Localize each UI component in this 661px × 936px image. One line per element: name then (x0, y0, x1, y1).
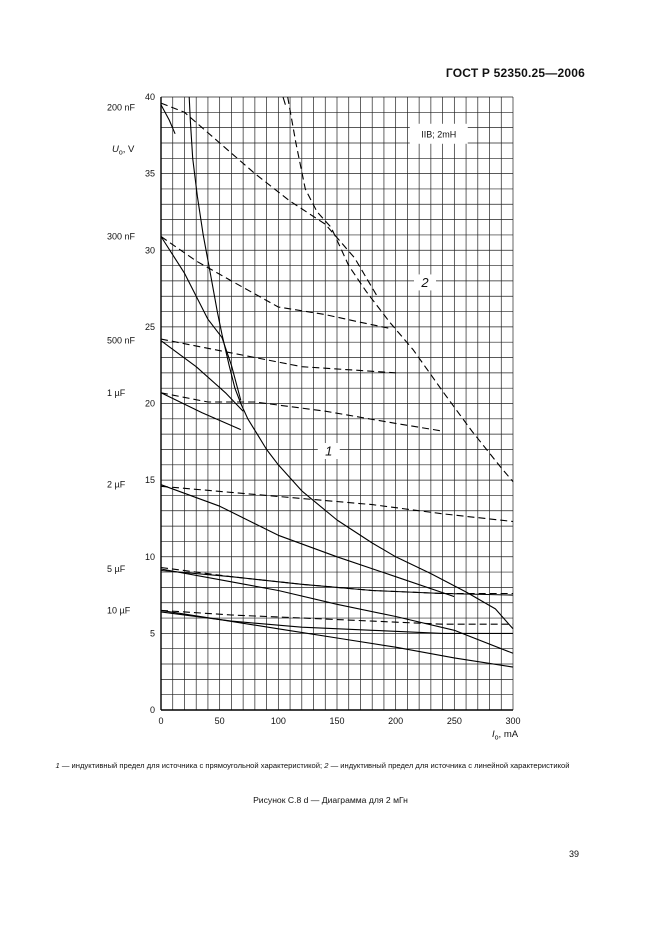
x-tick-label: 250 (446, 716, 462, 726)
series-line-solid (189, 97, 513, 629)
x-tick-label: 100 (270, 716, 286, 726)
series-line-solid (161, 341, 243, 412)
capacitance-label: 500 nF (107, 335, 136, 346)
caption-text-2: — индуктивный предел для источника с линейной характеристикой (328, 761, 570, 770)
x-tick-label: 0 (158, 716, 164, 726)
x-axis-title: $I_o$, mA (492, 729, 519, 742)
y-tick-label: 30 (144, 245, 155, 256)
y-tick-label: 35 (144, 168, 155, 179)
y-tick-label: 0 (149, 705, 155, 715)
x-tick-label: 300 (505, 716, 521, 726)
page-number: 39 (568, 849, 579, 859)
series-line-dashed (161, 103, 378, 298)
series-line-dashed (288, 97, 513, 482)
x-tick-label: 200 (388, 716, 404, 726)
figure-caption (40, 760, 585, 771)
caption-text-1: — индуктивный предел для источника с прямоугольной характеристикой; (59, 761, 325, 770)
x-tick-label: 50 (214, 716, 225, 726)
capacitance-label: 2 µF (107, 479, 126, 490)
capacitance-label: 5 µF (107, 564, 126, 575)
legend-box-label: IIB; 2mH (421, 129, 457, 140)
caption-marker-2: 2 (324, 761, 329, 770)
grid (161, 97, 513, 710)
capacitance-label: 10 µF (107, 605, 131, 616)
series-line-solid (283, 97, 285, 105)
figure-title: Рисунок С.8 d — Диаграмма для 2 мГн (253, 795, 408, 805)
capacitance-label: 200 nF (107, 102, 136, 113)
y-tick-label: 40 (144, 92, 155, 102)
curve-marker-label: 1 (325, 443, 333, 459)
series-line-solid (161, 485, 454, 597)
capacitance-label: 1 µF (107, 387, 126, 398)
document-header: ГОСТ Р 52350.25—2006 (445, 66, 585, 80)
y-tick-label: 20 (144, 398, 155, 409)
x-tick-label: 150 (329, 716, 345, 726)
caption-marker-1: 1 (55, 761, 60, 770)
y-axis-title: $U_o$, V (112, 144, 135, 157)
capacitance-label: 300 nF (107, 231, 136, 242)
y-tick-label: 15 (144, 475, 155, 486)
y-tick-label: 5 (149, 628, 155, 639)
curve-marker-label: 2 (421, 274, 429, 290)
y-tick-label: 10 (144, 551, 155, 562)
y-tick-label: 25 (144, 321, 155, 332)
